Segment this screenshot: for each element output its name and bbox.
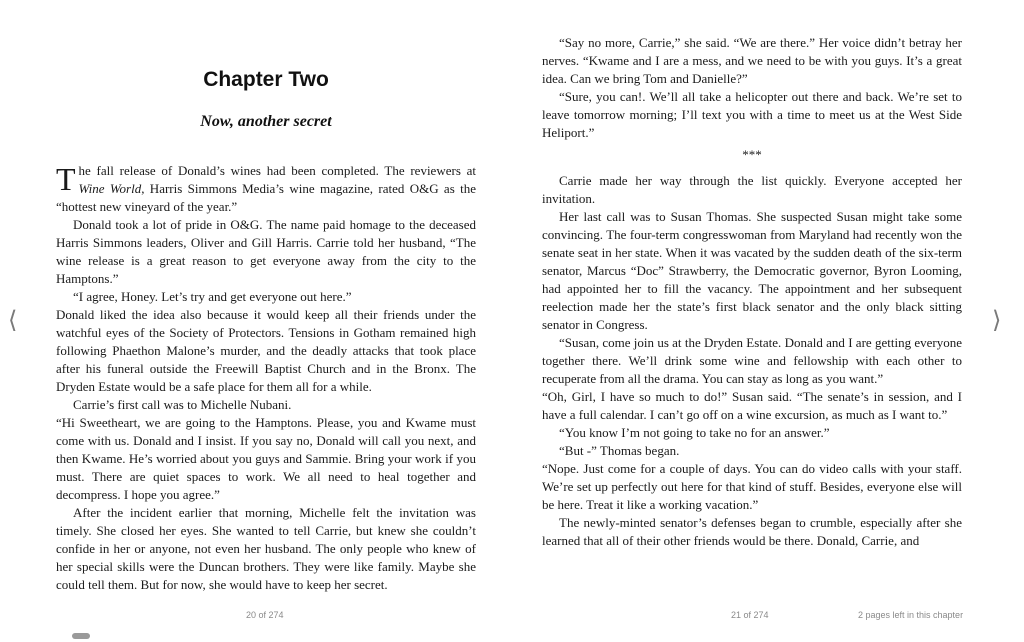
- paragraph: Donald liked the idea also because it would keep all their friends under the watchful eyes of the Society of Protectors. Tensions in Gotham remained high following Phaethon Malone’s murder, and the deadly attacks that took place after his funeral outside the Freewill Baptist Church and in the Bronx. The Dryden Estate would be a safe place for them all for a while.: [56, 307, 476, 394]
- drop-cap: T: [56, 161, 76, 197]
- scene-separator: ***: [742, 147, 762, 162]
- paragraph: “Sure, you can!. We’ll all take a helicopter out there and back. We’re set to leave tomorrow morning; I’ll text you with a time to meet us at the West Side Heliport.”: [542, 89, 962, 140]
- paragraph: “You know I’m not going to take no for an answer.”: [559, 425, 830, 440]
- paragraph: “Susan, come join us at the Dryden Estate. Donald and I are getting everyone together there. We’ll drink some wine and fellowship with each other to recuperate from all the drama. You can stay as long as you want.”: [542, 335, 962, 386]
- opening-text-part1: he fall release of Donald’s wines had been completed. The reviewers at: [78, 163, 476, 178]
- paragraph: “I agree, Honey. Let’s try and get everyone out here.”: [73, 289, 352, 304]
- chevron-left-icon[interactable]: ⟨: [8, 306, 18, 334]
- chapter-pages-remaining: 2 pages left in this chapter: [858, 610, 964, 620]
- left-page-text: [56, 162, 476, 594]
- paragraph: After the incident earlier that morning, Michelle felt the invitation was timely. She closed her eyes. She wanted to tell Carrie, but knew she couldn’t confide in her or anyone, not even her husband. The only people who knew of her special skills were the Duncan brothers. They were like family. Maybe she could tell them. But for now, she would have to keep her secret.: [56, 505, 476, 592]
- chevron-right-icon[interactable]: ⟩: [992, 306, 1002, 334]
- opening-paragraph: [56, 162, 476, 216]
- right-page: [542, 0, 962, 600]
- paragraph: Her last call was to Susan Thomas. She suspected Susan might take some convincing. The four-term congresswoman from Maryland had recently won the senate seat in her state. When it was vacated by the sudden death of the six-term senator, Marcus “Doc” Strawberry, the Democratic governor, Byron Looming, had appointed her to fill the vacancy. The appointment and her subsequent reelection made her the state’s first black senator and the only black sitting senator in Congress.: [542, 209, 962, 332]
- right-page-text: [542, 34, 962, 550]
- page-scrubber-handle[interactable]: [72, 633, 90, 639]
- paragraph: Carrie made her way through the list quickly. Everyone accepted her invitation.: [542, 173, 962, 206]
- left-page: [56, 0, 476, 600]
- opening-text-part2: , Harris Simmons Media’s wine magazine, rated O&G as the “hottest new vineyard of the year.”: [56, 181, 476, 214]
- paragraph: Donald took a lot of pride in O&G. The name paid homage to the deceased Harris Simmons leaders, Oliver and Gill Harris. Carrie told her husband, “The wine release is a great reason to get everyone away from the city to the Hamptons.”: [56, 217, 476, 286]
- chapter-title: Chapter Two: [203, 68, 329, 91]
- page-number-left: 20 of 274: [246, 610, 284, 620]
- paragraph: “But -” Thomas began.: [559, 443, 680, 458]
- page-number-right: 21 of 274: [731, 610, 769, 620]
- magazine-title: Wine World: [78, 181, 142, 196]
- paragraph: Carrie’s first call was to Michelle Nubani.: [73, 397, 292, 412]
- paragraph: “Hi Sweetheart, we are going to the Hamptons. Please, you and Kwame must come with us. Donald and I insist. If you say no, Donald will call you next, and then Kwame. He’s worried about you guys and Sammie. Bring your work if you must. There are quiet spaces to work. We all need to heal together and decompress. I hope you agree.”: [56, 415, 476, 502]
- chapter-subtitle: Now, another secret: [200, 113, 332, 130]
- paragraph: “Say no more, Carrie,” she said. “We are there.” Her voice didn’t betray her nerves. “Kwame and I are a mess, and we need to be with you guys. It’s a great idea. Can we bring Tom and Danielle?”: [542, 35, 962, 86]
- paragraph: “Nope. Just come for a couple of days. You can do video calls with your staff. We’re set up perfectly out here for that kind of stuff. Besides, everyone else will be here. Treat it like a working vacation.”: [542, 461, 962, 512]
- paragraph: “Oh, Girl, I have so much to do!” Susan said. “The senate’s in session, and I have a full calendar. I can’t go off on a wine excursion, as much as I want to.”: [542, 389, 962, 422]
- paragraph: The newly-minted senator’s defenses began to crumble, especially after she learned that all of their other friends would be there. Donald, Carrie, and: [542, 515, 962, 548]
